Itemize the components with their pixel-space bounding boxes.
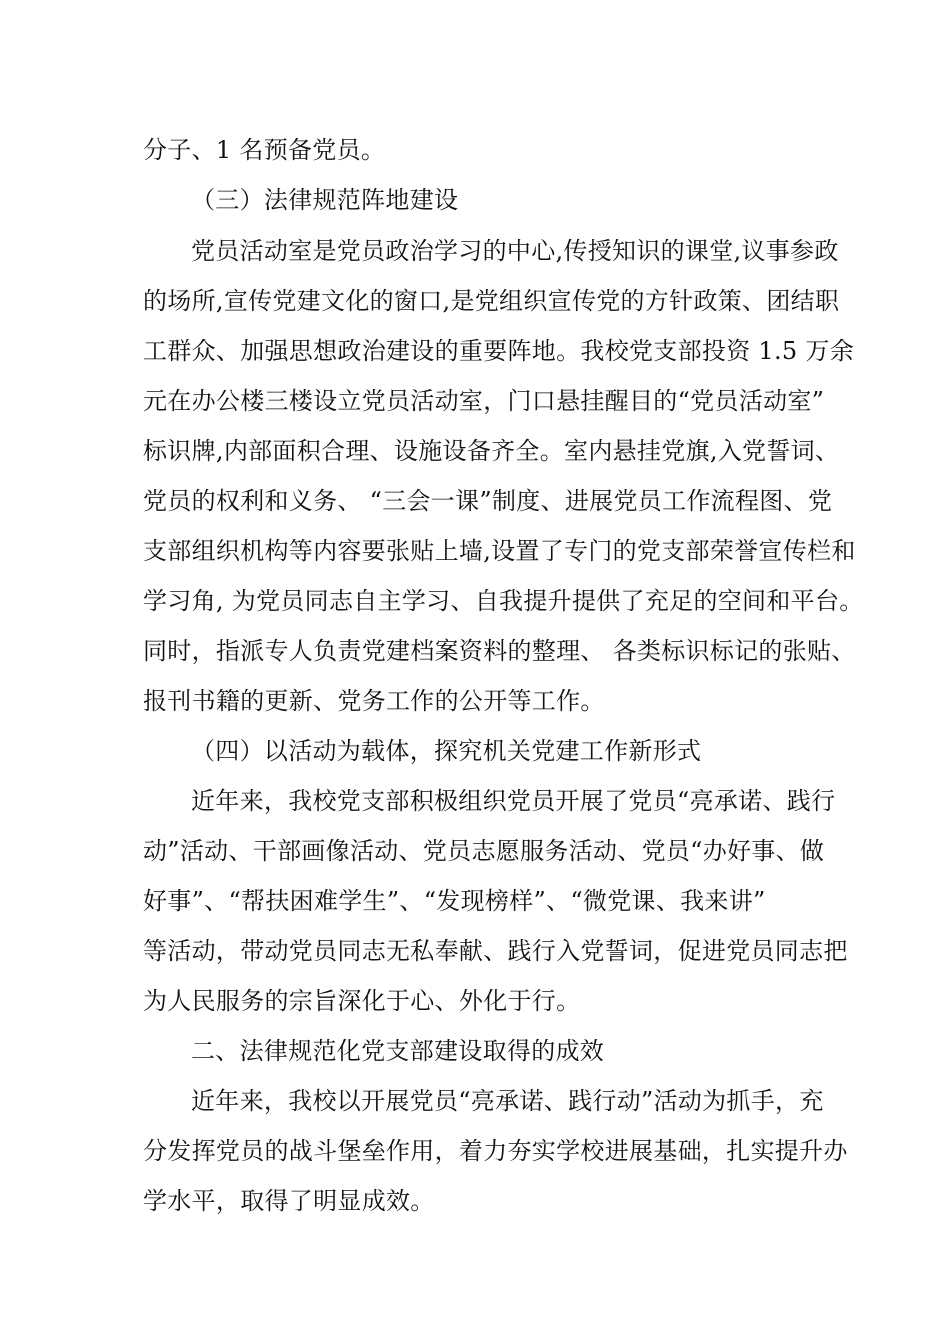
text-line: 等活动，带动党员同志无私奉献、践行入党誓词，促进党员同志把	[143, 937, 848, 965]
section-heading: （四）以活动为载体，探究机关党建工作新形式	[191, 737, 702, 765]
text-line: 的场所,宣传党建文化的窗口,是党组织宣传党的方针政策、团结职	[143, 287, 840, 315]
text-line: 同时，指派专人负责党建档案资料的整理、 各类标识标记的张贴、	[143, 637, 856, 665]
text-line: 学水平，取得了明显成效。	[143, 1187, 435, 1215]
text-line: 党员的权利和义务、 “三会一课”制度、进展党员工作流程图、党	[143, 487, 833, 515]
text-line: 好事”、“帮扶困难学生”、“发现榜样”、“微党课、我来讲”	[143, 887, 766, 915]
text-line: 近年来，我校以开展党员“亮承诺、践行动”活动为抓手，充	[191, 1087, 824, 1115]
text-line: 工群众、加强思想政治建设的重要阵地。我校党支部投资 1.5 万余	[143, 337, 855, 365]
text-line: 近年来，我校党支部积极组织党员开展了党员“亮承诺、践行	[191, 787, 836, 815]
section-heading: （三）法律规范阵地建设	[191, 186, 459, 214]
text-line: 支部组织机构等内容要张贴上墙,设置了专门的党支部荣誉宣传栏和	[143, 537, 856, 565]
text-line: 为人民服务的宗旨深化于心、外化于行。	[143, 987, 581, 1015]
text-line: 动”活动、干部画像活动、党员志愿服务活动、党员“办好事、做	[143, 837, 825, 865]
text-line: 分发挥党员的战斗堡垒作用，着力夯实学校进展基础，扎实提升办	[143, 1137, 848, 1165]
text-line: 元在办公楼三楼设立党员活动室，门口悬挂醒目的“党员活动室”	[143, 387, 825, 415]
text-line: 党员活动室是党员政治学习的中心,传授知识的课堂,议事参政	[191, 237, 839, 265]
text-line: 报刊书籍的更新、党务工作的公开等工作。	[143, 687, 605, 715]
text-line: 标识牌,内部面积合理、设施设备齐全。室内悬挂党旗,入党誓词、	[143, 437, 840, 465]
section-heading: 二、法律规范化党支部建设取得的成效	[191, 1037, 605, 1065]
text-line: 分子、1 名预备党员。	[143, 136, 386, 164]
text-line: 学习角, 为党员同志自主学习、自我提升提供了充足的空间和平台。	[143, 587, 864, 615]
